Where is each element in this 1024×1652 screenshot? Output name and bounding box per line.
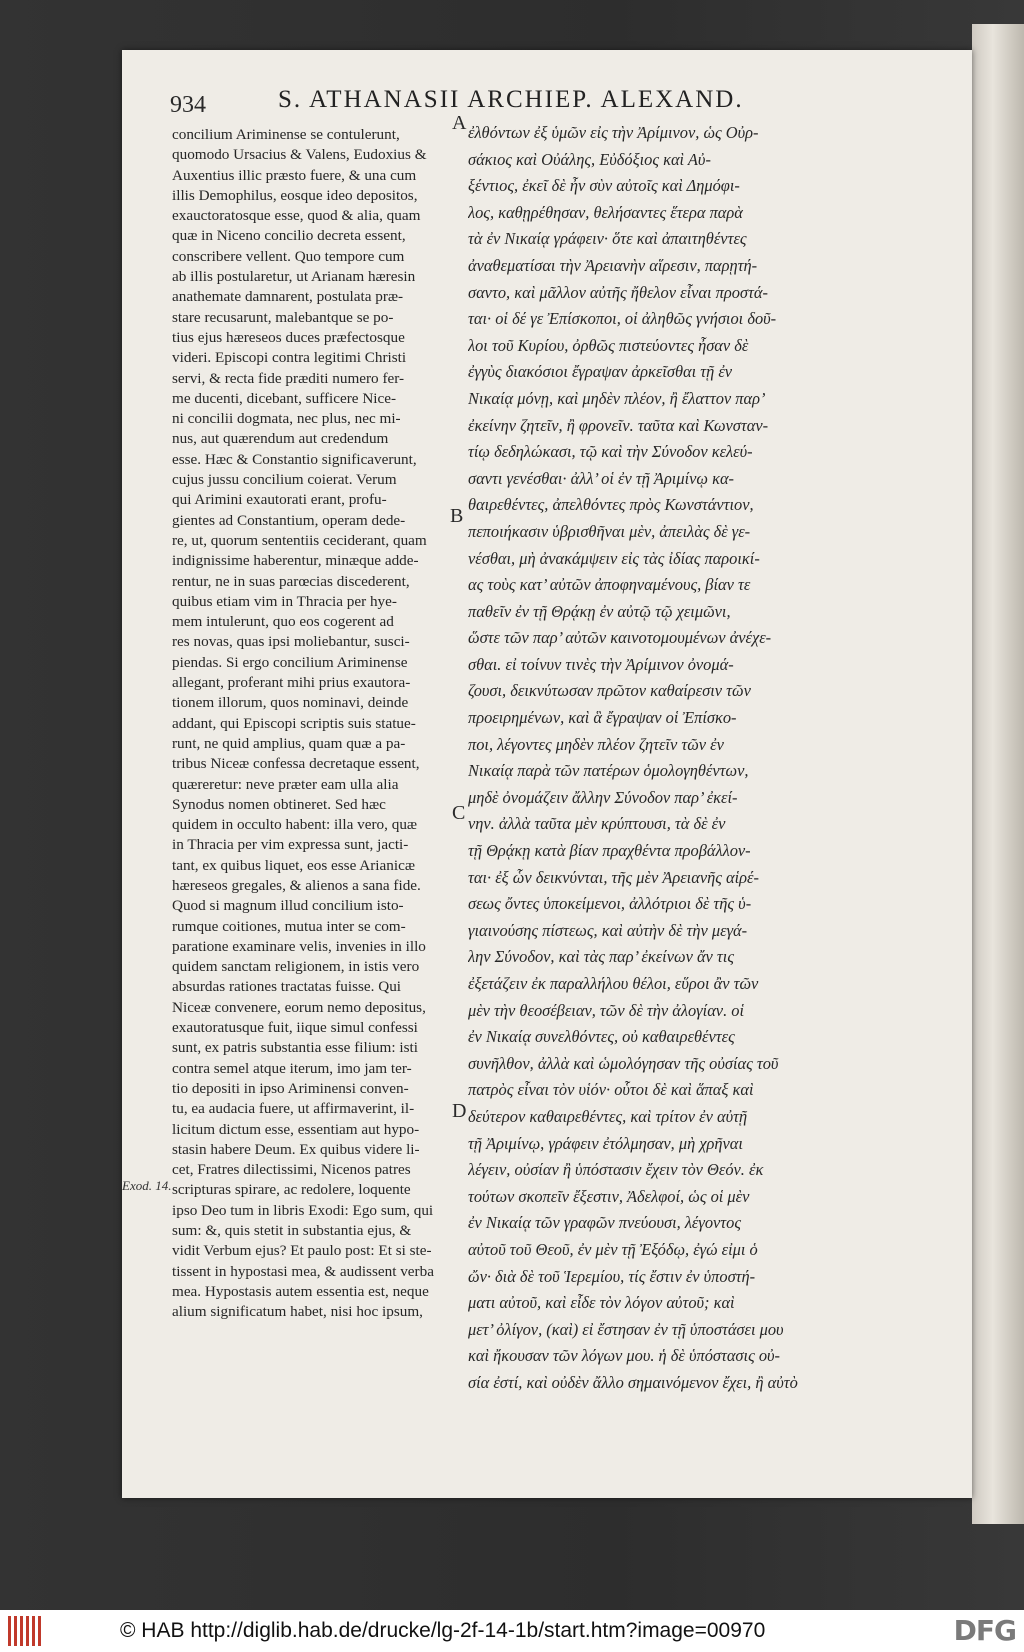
latin-text-line: sum: &, quis stetit in substantia ejus, & xyxy=(172,1222,412,1240)
latin-text-line: runt, ne quid amplius, quam quæ a pa- xyxy=(172,734,406,752)
greek-text-line: σία ἐστί, καὶ οὐδὲν ἄλλο σημαινόμενον ἔχει, ἢ αὐτὸ xyxy=(468,1372,798,1392)
greek-text-line: ἐν Νικαίᾳ συνελθόντες, οὐ καθαιρεθέντες xyxy=(468,1027,735,1047)
page-number: 934 xyxy=(170,92,206,118)
greek-text-line: αὐτοῦ τοῦ Θεοῦ, ἐν μὲν τῇ Ἐξόδῳ, ἐγώ εἰμι ὁ xyxy=(468,1239,758,1259)
latin-text-line: illis Demophilus, eosque ideo depositos, xyxy=(172,186,418,204)
greek-text-line: πατρὸς εἶναι τὸν υἱόν· οὗτοι δὲ καὶ ἅπαξ καὶ xyxy=(468,1080,754,1100)
latin-text-line: tissent in hypostasi mea, & audissent verba xyxy=(172,1262,434,1280)
latin-text-line: allegant, proferant mihi prius exautora- xyxy=(172,674,411,692)
greek-text-line: ται· ἐξ ὧν δεικνύνται, τῆς μὲν Ἀρειανῆς αἱρέ- xyxy=(468,867,759,887)
latin-column xyxy=(172,125,454,1323)
latin-text-line: vidit Verbum ejus? Et paulo post: Et si ste- xyxy=(172,1242,432,1260)
greek-text-line: μὲν τὴν θεοσέβειαν, τῶν δὲ τὴν ἀλογίαν. οἱ xyxy=(468,1000,745,1020)
greek-text-line: θαιρεθέντες, ἀπελθόντες πρὸς Κωνστάντιον, xyxy=(468,495,754,515)
latin-text-line: cujus jussu concilium coierat. Verum xyxy=(172,471,397,489)
latin-text-line: quidem sanctam religionem, in istis vero xyxy=(172,958,420,976)
latin-text-line: Auxentius illic præsto fuere, & una cum xyxy=(172,166,417,184)
greek-text-line: παθεῖν ἐν τῇ Θρᾴκῃ ἐν αὐτῷ τῷ χειμῶνι, xyxy=(468,601,731,621)
latin-text-line: gientes ad Constantium, operam dede- xyxy=(172,511,406,529)
latin-text-line: servi, & recta fide præditi numero fer- xyxy=(172,369,405,387)
latin-text-line: paratione examinare velis, invenies in illo xyxy=(172,937,426,955)
latin-text-line: ab illis postularetur, ut Arianam hæresin xyxy=(172,268,416,286)
greek-text-line: λην Σύνοδον, καὶ τὰς παρ’ ἐκείνων ἄν τις xyxy=(468,947,734,967)
footer-bar xyxy=(0,1610,1024,1652)
greek-text-line: ὥστε τῶν παρ’ αὐτῶν καινοτομουμένων ἀνέχε- xyxy=(468,628,772,648)
latin-text-line: tionem illorum, quos nominavi, deinde xyxy=(172,694,409,712)
greek-text-line: λέγειν, οὐσίαν ἢ ὑπόστασιν ἔχειν τὸν Θεόν. ἐκ xyxy=(468,1160,764,1180)
greek-text-line: νέσθαι, μὴ ἀνακάμψειν εἰς τὰς ἰδίας παροικί- xyxy=(468,548,760,568)
margin-letter-a: A xyxy=(452,112,467,134)
latin-text-line: absurdas rationes tractatas fuisse. Qui xyxy=(172,978,402,996)
greek-text-line: ται· οἱ δέ γε Ἐπίσκοποι, οἱ ἀληθῶς γνήσιοι δοῦ- xyxy=(468,309,777,329)
latin-text-line: mea. Hypostasis autem essentia est, neque xyxy=(172,1282,429,1300)
greek-text-line: μηδὲ ὀνομάζειν ἄλλην Σύνοδον παρ’ ἐκεί- xyxy=(468,787,738,807)
latin-text-line: qui Arimini exautorati erant, profu- xyxy=(172,491,387,509)
greek-text-line: προειρημένων, καὶ ἃ ἔγραψαν οἱ Ἐπίσκο- xyxy=(468,708,737,728)
latin-text-line: exautoratusque fuit, iique simul confessi xyxy=(172,1019,418,1037)
greek-text-line: λος, καθῃρέθησαν, θελήσαντες ἕτερα παρὰ xyxy=(468,202,743,222)
greek-text-line: Νικαίᾳ παρὰ τῶν πατέρων ὁμολογηθέντων, xyxy=(468,761,749,781)
dfg-logo: DFG xyxy=(953,1614,1016,1647)
footer-copyright-link[interactable]: © HAB http://diglib.hab.de/drucke/lg-2f-14-1b/start.htm?image=00970 xyxy=(120,1619,766,1642)
latin-text-line: tius ejus hæreseos duces præfectosque xyxy=(172,328,405,346)
greek-text-line: συνῆλθον, ἀλλὰ καὶ ὡμολόγησαν τῆς οὐσίας τοῦ xyxy=(468,1053,779,1073)
greek-text-line: ἐγγὺς διακόσιοι ἔγραψαν ἀρκεῖσθαι τῇ ἐν xyxy=(468,362,733,382)
margin-letter-c: C xyxy=(452,802,466,824)
running-head: S. ATHANASII ARCHIEP. ALEXAND. xyxy=(278,86,744,113)
latin-text-line: Synodus nomen obtineret. Sed hæc xyxy=(172,795,386,813)
margin-letter-b: B xyxy=(450,505,464,527)
latin-text-line: sunt, ex patris substantia esse filium: isti xyxy=(172,1039,418,1057)
latin-text-line: rentur, ne in suas parœcias discederent, xyxy=(172,572,410,590)
greek-text-line: σθαι. εἰ τοίνυν τινὲς τὴν Ἀρίμινον ὀνομά- xyxy=(468,654,734,674)
latin-text-line: tu, ea audacia fuere, ut affirmaverint, il- xyxy=(172,1100,415,1118)
greek-text-line: γιαινούσης πίστεως, καὶ αὐτὴν δὲ τὴν μεγά- xyxy=(468,920,748,940)
latin-text-line: videri. Episcopi contra legitimi Christi xyxy=(172,349,407,367)
greek-text-line: ἐν Νικαίᾳ τῶν γραφῶν πνεύουσι, λέγοντος xyxy=(468,1213,742,1233)
latin-text-line: quæreretur: neve præter eam ulla alia xyxy=(172,775,399,793)
latin-text-line: Quod si magnum illud concilium isto- xyxy=(172,897,404,915)
greek-text-line: ματι αὐτοῦ, καὶ εἶδε τὸν λόγον αὐτοῦ; καὶ xyxy=(468,1293,735,1313)
latin-text-line: licitum dictum esse, essentiam aut hypo- xyxy=(172,1120,420,1138)
latin-text-line: tant, ex quibus liquet, eos esse Arianicæ xyxy=(172,856,415,874)
latin-text-line: exauctoratosque esse, quod & alia, quam xyxy=(172,207,421,225)
greek-text-line: σάκιος καὶ Οὐάλης, Εὐδόξιος καὶ Αὐ- xyxy=(468,149,711,169)
margin-letter-d: D xyxy=(452,1100,467,1122)
latin-text-line: tribus Niceæ confessa decretaque essent, xyxy=(172,755,420,773)
latin-text-line: quomodo Ursacius & Valens, Eudoxius & xyxy=(172,146,427,164)
greek-text-line: καὶ ἤκουσαν τῶν λόγων μου. ἡ δὲ ὑπόστασις οὐ- xyxy=(468,1346,780,1366)
margin-note-scripture-ref: Exod. 14. xyxy=(122,1178,172,1193)
greek-text-line: ἐκείνην ζητεῖν, ἢ φρονεῖν. ταῦτα καὶ Κωνσταν- xyxy=(468,415,769,435)
greek-text-line: τούτων σκοπεῖν ἔξεστιν, Ἀδελφοί, ὡς οἱ μὲν xyxy=(468,1186,750,1206)
greek-text-line: δεύτερον καθαιρεθέντες, καὶ τρίτον ἐν αὐτῇ xyxy=(468,1106,748,1126)
latin-text-line: tio depositi in ipso Ariminensi conven- xyxy=(172,1079,409,1097)
greek-text-line: νην. ἀλλὰ ταῦτα μὲν κρύπτουσι, τὰ δὲ ἐν xyxy=(468,814,726,834)
greek-text-line: τίῳ δεδηλώκασι, τῷ καὶ τὴν Σύνοδον κελεύ- xyxy=(468,442,753,462)
greek-text-line: τῇ Θρᾴκῃ κατὰ βίαν πραχθέντα προβάλλον- xyxy=(468,841,751,861)
greek-text-line: σεως ὄντες ὑποκείμενοι, ἀλλότριοι δὲ τῆς ὑ- xyxy=(468,894,752,914)
latin-text-line: quibus etiam vim in Thracia per hye- xyxy=(172,592,397,610)
latin-text-line: contra semel atque iterum, imo jam ter- xyxy=(172,1059,412,1077)
latin-text-line: quidem in occulto habent: illa vero, quæ xyxy=(172,816,418,834)
latin-text-line: quæ in Niceno concilio decreta essent, xyxy=(172,227,406,245)
greek-text-line: ας τοὺς κατ’ αὐτῶν ἀποφηναμένους, βίαν τε xyxy=(468,575,751,595)
latin-text-line: res novas, quas ipsi moliebantur, susci- xyxy=(172,633,410,651)
adjacent-page-edge xyxy=(972,24,1024,1524)
greek-text-line: ζουσι, δεικνύτωσαν πρῶτον καθαίρεσιν τῶν xyxy=(468,681,751,701)
greek-text-line: ξέντιος, ἐκεῖ δὲ ἦν σὺν αὐτοῖς καὶ Δημόφι- xyxy=(468,176,740,196)
latin-text-line: piendas. Si ergo concilium Ariminense xyxy=(172,653,408,671)
latin-text-line: anathemate damnarent, postulata præ- xyxy=(172,288,404,306)
greek-text-line: ἐξετάζειν ἐκ παραλλήλου θέλοι, εὕροι ἂν τῶν xyxy=(468,974,759,993)
latin-text-line: nus, aut quærendum aut credendum xyxy=(172,430,389,448)
greek-text-line: ποι, λέγοντες μηδὲν πλέον ζητεῖν τῶν ἐν xyxy=(468,734,724,754)
greek-text-line: τὰ ἐν Νικαίᾳ γράφειν· ὅτε καὶ ἀπαιτηθέντες xyxy=(468,229,747,249)
greek-text-line: ἐλθόντων ἐξ ὑμῶν εἰς τὴν Ἀρίμινον, ὡς Οὐρ- xyxy=(468,123,759,142)
latin-text-line: cet, Fratres dilectissimi, Nicenos patres xyxy=(172,1161,411,1179)
latin-text-line: stasin habere Deum. Ex quibus videre li- xyxy=(172,1140,420,1158)
latin-text-line: Niceæ convenere, eorum nemo depositus, xyxy=(172,998,426,1016)
greek-text-line: μετ’ ὀλίγον, (καὶ) εἰ ἔστησαν ἐν τῇ ὑποστάσει μου xyxy=(468,1319,784,1339)
latin-text-line: addant, qui Episcopi scriptis suis statue- xyxy=(172,714,416,732)
latin-text-line: conscribere vellent. Quo tempore cum xyxy=(172,247,405,265)
latin-text-line: concilium Ariminense se contulerunt, xyxy=(172,126,400,143)
latin-text-line: mem intulerunt, quo eos cogerent ad xyxy=(172,613,394,631)
latin-text-line: ni concilii dogmata, nec plus, nec mi- xyxy=(172,410,401,428)
latin-text-line: stare recusarunt, malebantque se po- xyxy=(172,308,394,326)
greek-text-line: σαντι γενέσθαι· ἀλλ’ οἱ ἐν τῇ Ἀριμίνῳ κα- xyxy=(468,468,735,488)
greek-text-line: πεποιήκασιν ὑβρισθῆναι μὲν, ἀπειλὰς δὲ γε- xyxy=(468,521,751,541)
greek-text-line: ὤν· διὰ δὲ τοῦ Ἱερεμίου, τίς ἔστιν ἐν ὑποστή- xyxy=(468,1266,756,1286)
hab-logo-icon xyxy=(8,1616,44,1646)
greek-text-line: τῇ Ἀριμίνῳ, γράφειν ἐτόλμησαν, μὴ χρῆναι xyxy=(468,1133,743,1153)
greek-text-line: ἀναθεματίσαι τὴν Ἀρειανὴν αἵρεσιν, παρῃτή- xyxy=(468,255,758,275)
greek-text-line: λοι τοῦ Κυρίου, ὀρθῶς πιστεύοντες ἦσαν δὲ xyxy=(468,335,749,355)
greek-text-line: Νικαίᾳ μόνῃ, καὶ μηδὲν πλέον, ἢ ἔλαττον παρ’ xyxy=(468,388,766,408)
latin-text-line: indignissime haberentur, minæque adde- xyxy=(172,552,419,570)
latin-text-line: ipso Deo tum in libris Exodi: Ego sum, qui xyxy=(172,1201,434,1219)
latin-text-line: hæreseos gregales, & alienos a sana fide. xyxy=(172,876,421,894)
greek-text-line: σαντο, καὶ μᾶλλον αὐτῆς ἤθελον εἶναι προστά- xyxy=(468,282,768,302)
latin-text-line: scripturas spirare, ac redolere, loquente xyxy=(172,1181,411,1199)
latin-text-line: re, ut, quorum sententiis ceciderant, quam xyxy=(172,531,427,549)
latin-text-line: esse. Hæc & Constantio significaverunt, xyxy=(172,450,417,468)
latin-text-line: in Thracia per vim expressa sunt, jacti- xyxy=(172,836,409,854)
latin-text-line: alium significatum habet, nisi hoc ipsum, xyxy=(172,1303,423,1321)
latin-text-line: rumque coitiones, mutua inter se com- xyxy=(172,917,406,935)
latin-text-line: me ducenti, dicebant, sufficere Nice- xyxy=(172,389,397,407)
greek-column xyxy=(468,120,838,1397)
